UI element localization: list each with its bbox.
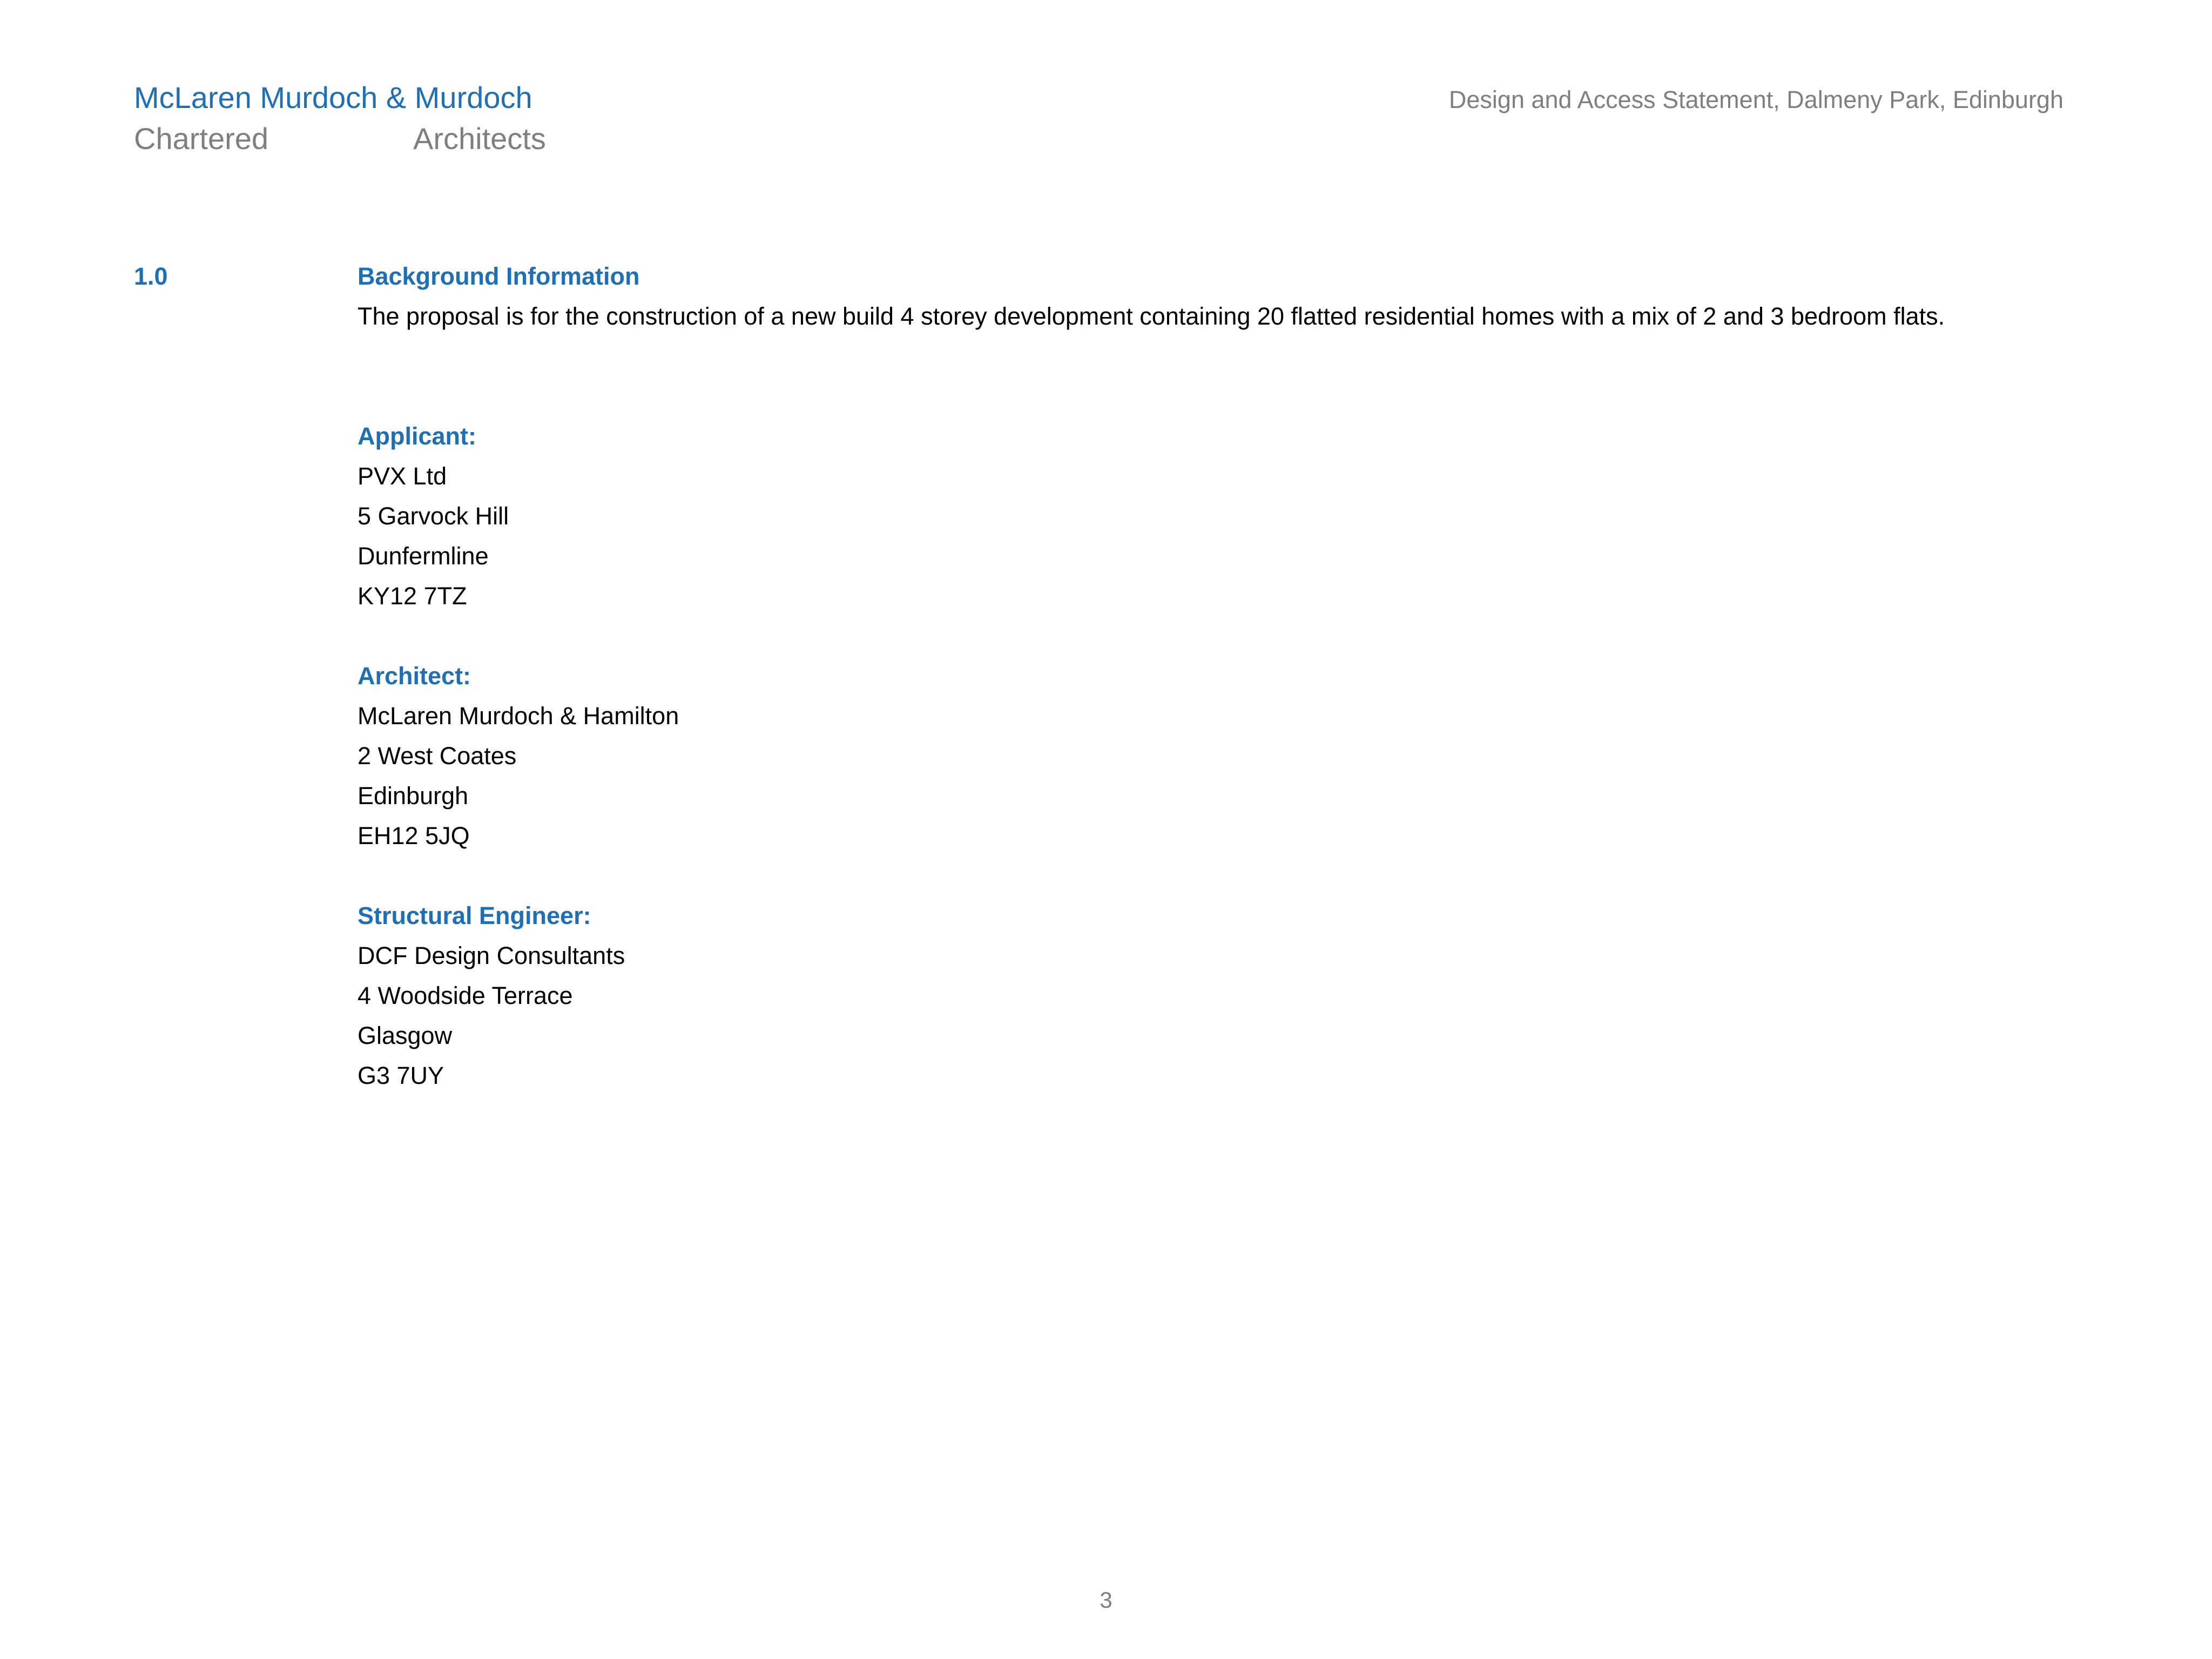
firm-subtitle-chartered: Chartered <box>134 122 269 156</box>
document-title: Design and Access Statement, Dalmeny Park, Edinburgh <box>1448 86 2063 113</box>
contact-block-applicant <box>358 421 2075 621</box>
contact-line: Dunfermline <box>358 542 489 570</box>
contact-block-structural-engineer <box>358 901 2075 1101</box>
contact-line: 5 Garvock Hill <box>358 502 509 530</box>
section-heading: Background Information <box>358 262 640 290</box>
contact-line: 4 Woodside Terrace <box>358 982 573 1009</box>
contact-block-architect <box>358 661 2075 861</box>
contact-line: G3 7UY <box>358 1062 444 1089</box>
page-number: 3 <box>1100 1587 1112 1613</box>
contact-line: KY12 7TZ <box>358 582 467 610</box>
contact-line: PVX Ltd <box>358 462 447 490</box>
contact-line: Edinburgh <box>358 782 469 810</box>
section-number: 1.0 <box>134 262 168 290</box>
firm-name: McLaren Murdoch & Murdoch <box>134 80 532 114</box>
contact-role: Applicant: <box>358 422 476 450</box>
section-intro: The proposal is for the construction of a new build 4 storey development containing 20 flatted residential homes with a mix of 2 and 3 bedroom flats. <box>358 302 1945 330</box>
contact-line: McLaren Murdoch & Hamilton <box>358 702 679 730</box>
contact-line: DCF Design Consultants <box>358 942 625 969</box>
contact-line: EH12 5JQ <box>358 822 470 849</box>
contact-role: Architect: <box>358 662 471 690</box>
firm-subtitle-architects: Architects <box>413 122 546 156</box>
section-content <box>358 261 2075 1101</box>
contact-line: Glasgow <box>358 1022 453 1049</box>
contact-role: Structural Engineer: <box>358 902 591 929</box>
contact-line: 2 West Coates <box>358 742 517 770</box>
